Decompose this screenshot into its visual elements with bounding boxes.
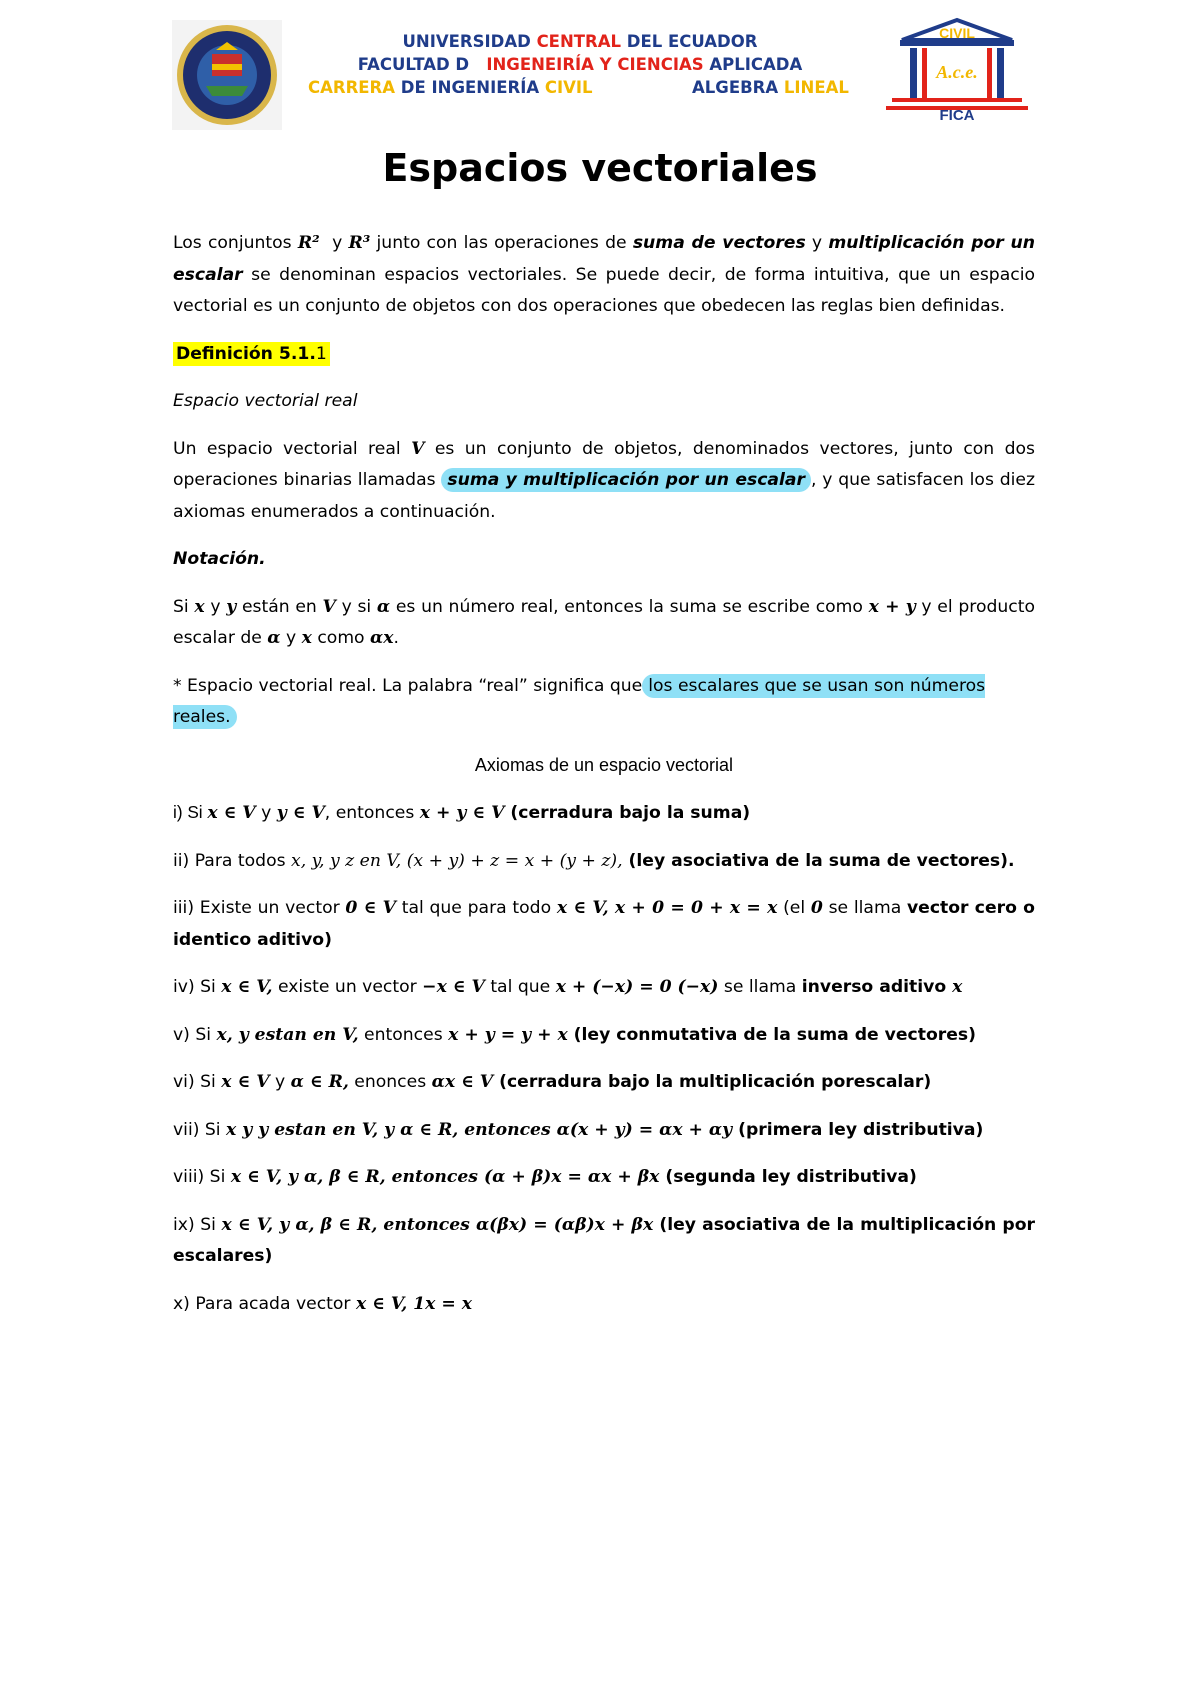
notation-paragraph: Si x y y están en V y si α es un número real, entonces la suma se escribe como x + y y el producto escalar de α y x como αx.: [173, 596, 1035, 648]
page-title: Espacios vectoriales: [382, 146, 818, 190]
university-name: UNIVERSIDAD CENTRAL DEL ECUADOR: [402, 32, 758, 51]
axiom-2: ii) Para todos x, y, y z en V, (x + y) + z = x + (y + z), (ley asociativa de la suma de vectores).: [173, 850, 1015, 871]
fica-logo-top-text: CIVIL: [939, 25, 975, 41]
highlight-operations: suma y multiplicación por un escalar: [441, 468, 811, 492]
axiom-5: v) Si x, y estan en V, entonces x + y = y + x (ley conmutativa de la suma de vectores): [173, 1024, 976, 1045]
note-paragraph: * Espacio vectorial real. La palabra “real” significa que los escalares que se usan son números reales.: [173, 675, 986, 727]
fica-logo: [882, 16, 1032, 122]
axiom-7: vii) Si x y y estan en V, y α ∈ R, entonces α(x + y) = αx + αy (primera ley distributiva): [173, 1119, 984, 1140]
axiom-9: ix) Si x ∈ V, y α, β ∈ R, entonces α(βx) = (αβ)x + βx (ley asociativa de la multiplicación por escalares): [173, 1214, 1035, 1266]
course-name: ALGEBRA LINEAL: [692, 78, 849, 97]
axiom-8: viii) Si x ∈ V, y α, β ∈ R, entonces (α + β)x = αx + βx (segunda ley distributiva): [173, 1167, 917, 1187]
career-course-line: [290, 76, 870, 99]
career-name: CARRERA DE INGENIERÍA CIVIL: [308, 78, 593, 97]
document-body: [173, 228, 1035, 1320]
axiom-4: iv) Si x ∈ V, existe un vector −x ∈ V tal que x + (−x) = 0 (−x) se llama inverso aditivo x: [173, 977, 963, 997]
faculty-name: FACULTAD D INGENEIRÍA Y CIENCIAS APLICADA: [357, 55, 803, 74]
institution-header: [290, 30, 870, 99]
axiom-3: iii) Existe un vector 0 ∈ V tal que para todo x ∈ V, x + 0 = 0 + x = x (el 0 se llama vector cero o identico aditivo): [173, 898, 1035, 950]
university-seal-logo: [172, 20, 282, 130]
axiom-1: i) Si x ∈ V y y ∈ V, entonces x + y ∈ V (cerradura bajo la suma): [173, 802, 751, 823]
definition-label: Definición 5.1.1: [173, 339, 1035, 371]
intro-paragraph: Los conjuntos R² y R³ junto con las operaciones de suma de vectores y multiplicación por un escalar se denominan espacios vectoriales. Se puede decir, de forma intuitiva, que un espacio vectorial es un conjunto de objetos con dos operaciones que obedecen las reglas bien definidas.: [173, 233, 1035, 316]
highlight-real-scalars: los escalares que se usan son números reales.: [173, 675, 986, 727]
definition-subtitle: Espacio vectorial real: [173, 391, 358, 411]
notation-label: Notación.: [173, 549, 266, 569]
axiom-6: vi) Si x ∈ V y α ∈ R, enonces αx ∈ V (cerradura bajo la multiplicación porescalar): [173, 1072, 932, 1092]
definition-paragraph: Un espacio vectorial real V es un conjunto de objetos, denominados vectores, junto con dos operaciones binarias llamadas suma y multiplicación por un escalar , y que satisfacen los diez axiomas enumerados a continuación.: [173, 438, 1035, 522]
axiom-10: x) Para acada vector x ∈ V, 1x = x: [173, 1293, 472, 1314]
fica-logo-center-text: A.c.e.: [936, 62, 978, 82]
fica-logo-text: FICA: [939, 107, 975, 122]
axioms-title: Axiomas de un espacio vectorial: [474, 754, 734, 775]
